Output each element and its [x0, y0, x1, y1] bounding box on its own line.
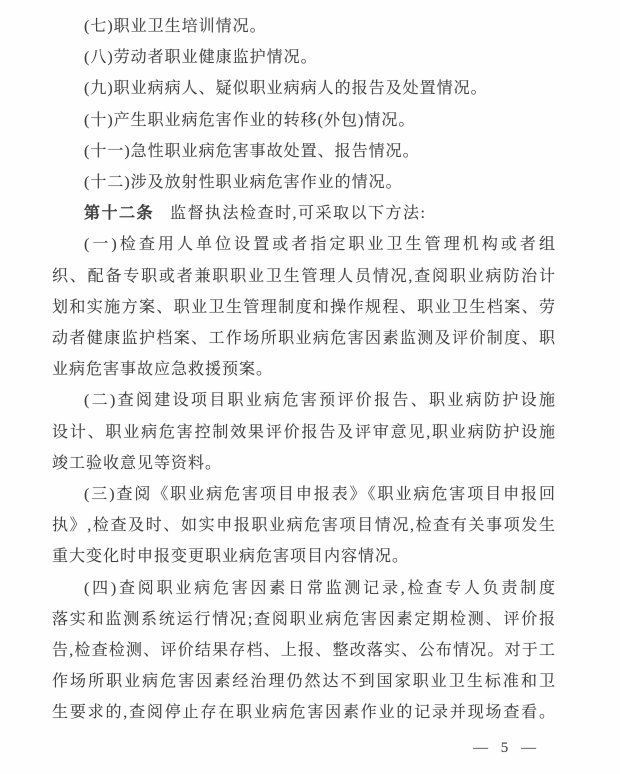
text-line: 作场所职业病危害因素经治理仍然达不到国家职业卫生标准和卫: [52, 673, 555, 691]
text-line: (三)查阅《职业病危害项目申报表》《职业病危害项目申报回: [84, 486, 555, 504]
text-line: 重大变化时申报变更职业病危害项目内容情况。: [52, 548, 410, 566]
article-heading-line: 第十二条 监督执法检查时,可采取以下方法:: [84, 205, 427, 223]
text-line: 划和实施方案、职业卫生管理制度和操作规程、职业卫生档案、劳: [52, 298, 555, 316]
text-line: 动者健康监护档案、工作场所职业病危害因素监测及评价制度、职: [52, 330, 555, 348]
text-line: (二)查阅建设项目职业病危害预评价报告、职业病防护设施: [84, 392, 555, 410]
text-line: 落实和监测系统运行情况;查阅职业病危害因素定期检测、评价报: [52, 610, 555, 628]
text-line: (十二)涉及放射性职业病危害作业的情况。: [84, 174, 403, 192]
text-line: (八)劳动者职业健康监护情况。: [84, 49, 318, 67]
text-line: (十一)急性职业病危害事故处置、报告情况。: [84, 142, 420, 160]
text-line: 竣工验收意见等资料。: [52, 454, 223, 472]
article-number-bold: 第十二条: [84, 205, 155, 223]
page-number: — 5 —: [473, 739, 537, 756]
text-line: 织、配备专职或者兼职职业卫生管理人员情况,查阅职业病防治计: [52, 267, 555, 285]
text-line: 告,检查检测、评价结果存档、上报、整改落实、公布情况。对于工: [52, 642, 555, 660]
text-line: (九)职业病病人、疑似职业病病人的报告及处置情况。: [84, 80, 488, 98]
text-line: (一)检查用人单位设置或者指定职业卫生管理机构或者组: [84, 236, 555, 254]
text-line: 业病危害事故应急救援预案。: [52, 361, 274, 379]
text-line: (十)产生职业病危害作业的转移(外包)情况。: [84, 111, 416, 129]
text-line: 执》,检查及时、如实申报职业病危害项目情况,检查有关事项发生: [52, 517, 555, 535]
text-line: (四)查阅职业病危害因素日常监测记录,检查专人负责制度: [84, 579, 555, 597]
document-text: [52, 11, 555, 764]
text-line: 生要求的,查阅停止存在职业病危害因素作业的记录并现场查看。: [52, 704, 555, 722]
text-line: (七)职业卫生培训情况。: [84, 18, 267, 35]
text-line: 设计、职业病危害控制效果评价报告及评审意见,职业病防护设施: [52, 423, 555, 441]
page-footer: [52, 733, 555, 764]
